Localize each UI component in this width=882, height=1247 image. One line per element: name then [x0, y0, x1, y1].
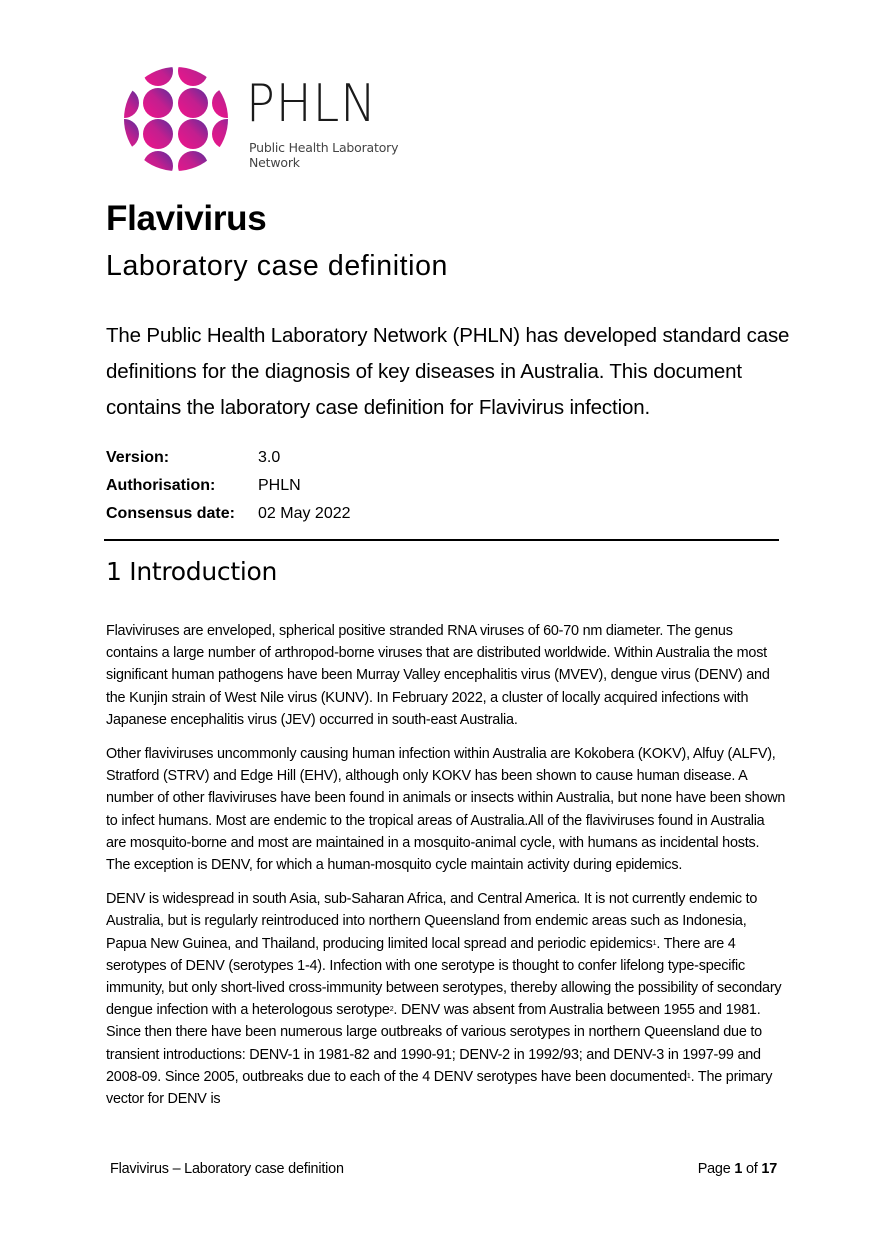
footnote-ref[interactable]: 1	[686, 1072, 691, 1080]
footnote-ref[interactable]: 1	[652, 939, 657, 947]
page-footer	[110, 1161, 777, 1177]
total-pages: 17	[761, 1161, 777, 1177]
logo-wordmark: PHLN	[246, 74, 377, 134]
logo-tagline: Public Health Laboratory Network	[249, 140, 399, 170]
page-word: Page	[697, 1161, 731, 1177]
meta-label: Authorisation:	[106, 477, 216, 494]
phln-sphere-icon	[120, 62, 240, 177]
intro-paragraph: The Public Health Laboratory Network (PHLN) has developed standard case definitions for the diagnosis of key diseases in Australia. This document contains the laboratory case definition for Flavivirus infection.	[106, 324, 790, 419]
meta-label: Version:	[106, 449, 170, 466]
document-metadata	[106, 444, 351, 528]
meta-authorisation	[106, 472, 351, 500]
text-run: . DENV was absent from Australia between 1955 and 1981. Since then there have been numerous large outbreaks of various serotypes in northern Queensland due to transient introductions: DENV-1 in 1981-82 and 1990-91; DENV-2 in 1992/93; and DENV-3 in 1997-99 and 2008-09. Since 2005, outbreaks due to each of the 4 DENV serotypes have been documented	[106, 1002, 762, 1085]
document-title: Flavivirus	[106, 199, 267, 238]
meta-value: PHLN	[258, 477, 301, 494]
document-subtitle: Laboratory case definition	[106, 250, 448, 282]
current-page: 1	[734, 1161, 743, 1177]
meta-consensus-date	[106, 500, 351, 528]
paragraph: Other flaviviruses uncommonly causing human infection within Australia are Kokobera (KOKV), Alfuy (ALFV), Stratford (STRV) and Edge Hill (EHV), although only KOKV has been shown to cause human disease. A number of other flaviviruses have been found in animals or insects within Australia, but none have been shown to infect humans. Most are endemic to the tropical areas of Australia.All of the flaviviruses found in Australia are mosquito-borne and most are maintained in a mosquito-animal cycle, with humans as incidental hosts. The exception is DENV, for which a human-mosquito cycle maintain activity during epidemics.	[106, 746, 786, 874]
of-word: of	[745, 1161, 758, 1177]
meta-label: Consensus date:	[106, 505, 235, 522]
text-run: DENV is widespread in south Asia, sub-Saharan Africa, and Central America. It is not currently endemic to Australia, but is regularly reintroduced into northern Queensland from endemic areas such as Indonesia, Papua New Guinea, and Thailand, producing limited local spread and periodic epidemics	[106, 891, 758, 952]
section-heading: 1 Introduction	[106, 557, 278, 586]
text-run: . There are 4 serotypes of DENV (serotypes 1-4). Infection with one serotype is thought to confer lifelong type-specific immunity, but only short-lived cross-immunity between serotypes, thereby allowing the possibility of secondary dengue infection with a heterologous serotype	[106, 935, 782, 1019]
footnote-ref[interactable]: 2	[389, 1006, 394, 1014]
section-body	[106, 620, 786, 1122]
horizontal-rule	[104, 539, 779, 541]
text-run: . The primary vector for DENV is	[106, 1068, 773, 1108]
paragraph	[106, 888, 786, 1110]
page-number	[698, 1161, 777, 1177]
paragraph: Flaviviruses are enveloped, spherical positive stranded RNA viruses of 60-70 nm diameter. The genus contains a large number of arthropod-borne viruses that are distributed worldwide. Within Australia the most significant human pathogens have been Murray Valley encephalitis virus (MVEV), dengue virus (DENV) and the Kunjin strain of West Nile virus (KUNV). In February 2022, a cluster of locally acquired infections with Japanese encephalitis virus (JEV) occurred in south-east Australia.	[106, 623, 770, 728]
meta-value: 3.0	[258, 449, 281, 466]
footer-doc-title: Flavivirus – Laboratory case definition	[110, 1161, 344, 1177]
meta-version	[106, 444, 351, 472]
phln-logo	[120, 62, 450, 177]
meta-value: 02 May 2022	[258, 505, 351, 522]
